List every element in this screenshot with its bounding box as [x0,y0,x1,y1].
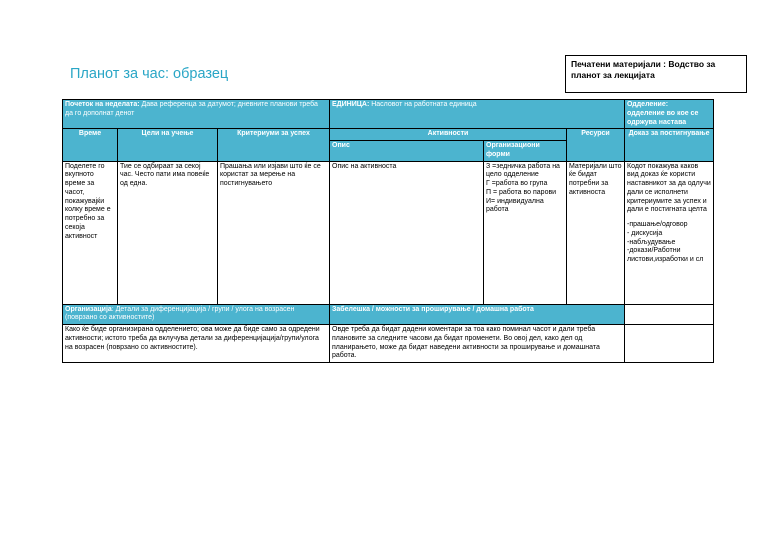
time-header: Време [63,129,118,161]
bottom-body-row [63,325,714,363]
resources-cell: Материјали што ќе бидат потребни за активноста [567,161,625,304]
org-forms-header: Организациони форми [484,141,567,162]
resources-header: Ресурси [567,129,625,161]
lesson-plan-table [62,99,714,363]
class-cell: Одделение: одделение во кое се одржува настава [625,100,714,129]
criteria-header: Критериуми за успех [218,129,330,161]
evidence-header: Доказ за постигнување [625,129,714,161]
org-form-line: Г =работа во група [486,180,548,187]
org-forms-cell [484,161,567,304]
org-form-line: П = работа во парови [486,188,557,196]
bottom-body-blank [625,325,714,363]
goals-header: Цели на учење [118,129,218,161]
bottom-band-blank [625,304,714,325]
description-header: Опис [330,141,484,162]
handout-box: Печатени материјали : Водство за планот за лекцијата [565,55,747,93]
unit-cell: ЕДИНИЦА: Насловот на работната единица [330,100,625,129]
page-title: Планот за час: образец [70,66,229,82]
evidence-cell [625,161,714,304]
description-cell: Опис на активноста [330,161,484,304]
body-row [63,161,714,304]
organization-cell: Организација: Детали за диференцијација / групи / улога на возрасен (поврзано со активностите) [63,304,330,325]
activities-header: Активности [330,129,567,141]
organization-body: Како ќе биде организирана одделението; ова може да биде само за одредени активности; истото треба да вклучува детали за диференцијација/групи/улога на возрасен (поврзано со активностите). [63,325,330,363]
evidence-main: Кодот покажува каков вид доказ ќе користи наставникот за да одлучи дали се исполнети критериумите за успех и дали е постигната целта [627,162,711,214]
header-row [63,129,714,141]
time-cell: Поделете го вкупното време за часот, покажувајќи колку време е потребно за секоја активност [63,161,118,304]
criteria-cell: Прашања или изјави што ќе се користат за мерење на постигнувањето [218,161,330,304]
evidence-line: -докази/Работни листови,изработки и сл [627,247,704,263]
evidence-line: -набљудување [627,238,676,246]
notes-body: Овде треба да бидат дадени коментари за тоа како поминал часот и дали треба плановите за следните часови да бидат променети. Во овој дел, како дел од планирањето, може да бидат наведени активности за проширување и домашната работа. [330,325,625,363]
top-band-row [63,100,714,129]
notes-cell: Забелешка / можности за проширување / домашна работа [330,304,625,325]
evidence-line: - дискусија [627,229,663,237]
bottom-band-row [63,304,714,325]
goals-cell: Тие се одбираат за секој час. Често пати има повеќе од една. [118,161,218,304]
org-form-line: З =зедничка работа на цело одделение [486,162,560,179]
week-start-cell: Почеток на неделата: Дава референца за датумот; дневните планови треба да го дополнат денот [63,100,330,129]
evidence-line: -прашање/одговор [627,221,688,228]
org-form-line: И= индивидуална работа [486,197,544,214]
